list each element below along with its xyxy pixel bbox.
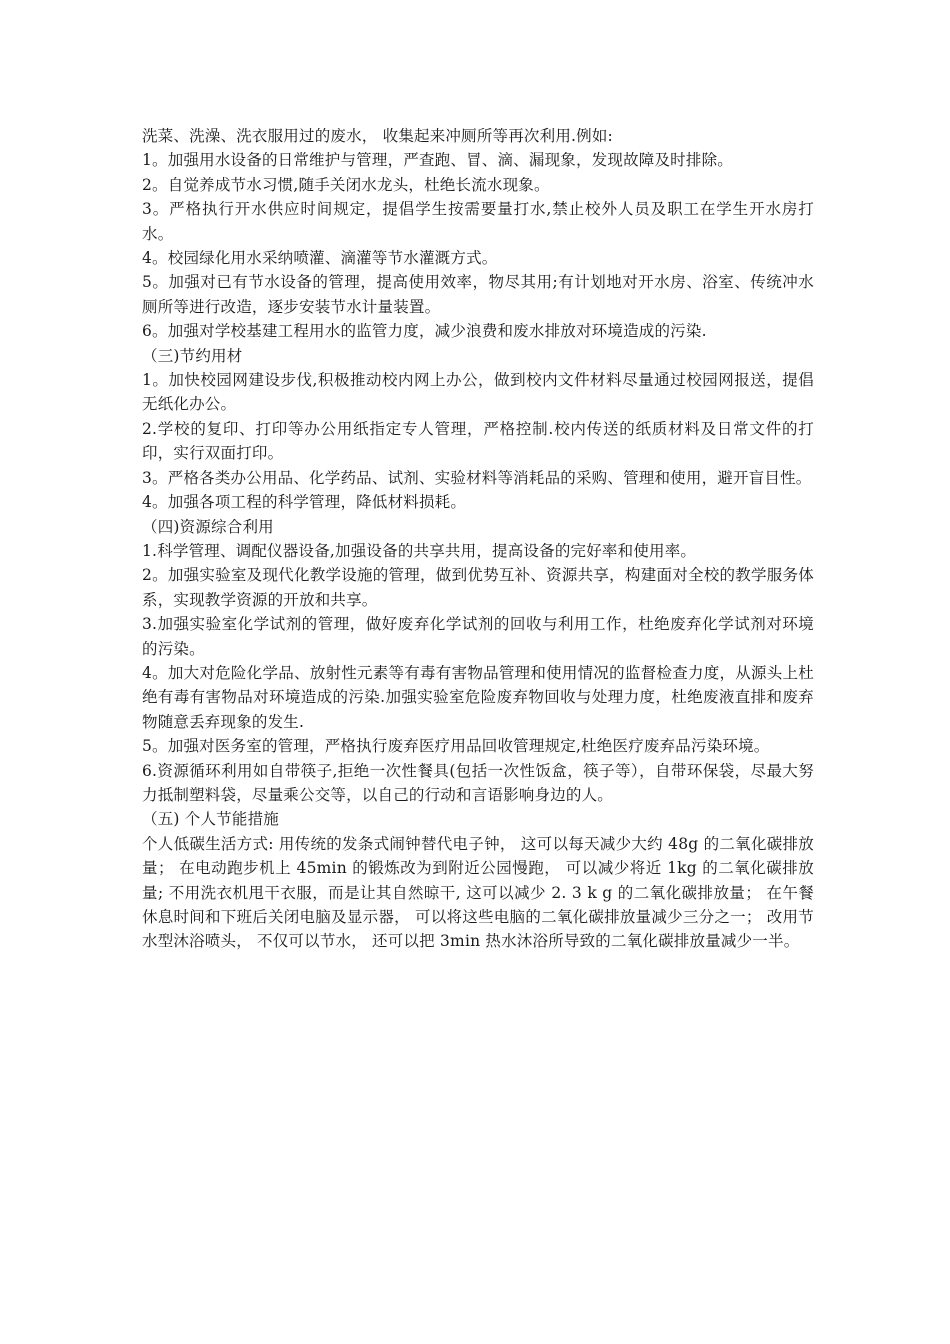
section-heading-resources: （四)资源综合利用 [142, 517, 274, 536]
paragraph-water-1: 1。加强用水设备的日常维护与管理，严查跑、冒、滴、漏现象，发现故障及时排除。 [142, 151, 733, 170]
paragraph-materials-2: 2.学校的复印、打印等办公用纸指定专人管理，严格控制.校内传送的纸质材料及日常文件的打印，实行双面打印。 [142, 419, 814, 463]
paragraph-water-3: 3。严格执行开水供应时间规定，提倡学生按需要量打水,禁止校外人员及职工在学生开水房打水。 [142, 200, 814, 243]
section-heading-materials: （三)节约用材 [142, 346, 243, 365]
document-body [142, 124, 814, 954]
paragraph-intro: 洗菜、洗澡、洗衣服用过的废水， 收集起来冲厕所等再次利用.例如: [142, 127, 613, 145]
paragraph-resources-5: 5。加强对医务室的管理，严格执行废弃医疗用品回收管理规定,杜绝医疗废弃品污染环境。 [142, 737, 770, 756]
paragraph-resources-1: 1.科学管理、调配仪器设备,加强设备的共享共用，提高设备的完好率和使用率。 [142, 541, 697, 560]
section-heading-personal: （五) 个人节能措施 [142, 810, 279, 829]
paragraph-materials-4: 4。加强各项工程的科学管理，降低材料损耗。 [142, 493, 467, 512]
paragraph-water-5: 5。加强对已有节水设备的管理，提高使用效率，物尽其用;有计划地对开水房、浴室、传统冲水厕所等进行改造，逐步安装节水计量装置。 [142, 273, 814, 316]
paragraph-resources-4: 4。加大对危险化学品、放射性元素等有毒有害物品管理和使用情况的监督检查力度，从源头上杜绝有毒有害物品对环境造成的污染.加强实验室危险废弃物回收与处理力度，杜绝废液直排和废弃物随意丢弃现象的发生. [142, 663, 814, 731]
paragraph-materials-1: 1。加快校园网建设步伐,积极推动校内网上办公，做到校内文件材料尽量通过校园网报送，提倡无纸化办公。 [142, 371, 814, 414]
paragraph-resources-2: 2。加强实验室及现代化教学设施的管理，做到优势互补、资源共享，构建面对全校的教学服务体系，实现教学资源的开放和共享。 [142, 566, 814, 609]
paragraph-materials-3: 3。严格各类办公用品、化学药品、试剂、实验材料等消耗品的采购、管理和使用，避开盲目性。 [142, 468, 812, 487]
paragraph-resources-3: 3.加强实验室化学试剂的管理，做好废弃化学试剂的回收与利用工作，杜绝废弃化学试剂对环境的污染。 [142, 615, 814, 658]
paragraph-water-6: 6。加强对学校基建工程用水的监管力度，减少浪费和废水排放对环境造成的污染. [142, 322, 707, 341]
paragraph-personal-lowcarbon: 个人低碳生活方式: 用传统的发条式闹钟替代电子钟， 这可以每天减少大约 48g 的二氧化碳排放量； 在电动跑步机上 45min 的锻炼改为到附近公园慢跑， 可以减少将近 1kg 的二氧化碳排放量; 不用洗衣机甩干衣服，而是让其自然晾干, 这可以减少 2. 3 k g 的二氧化碳排放量； 在午餐休息时间和下班后关闭电脑及显示器， 可以将这些电脑的二氧化碳排放量减少三分之一； 改用节水型沐浴喷头， 不仅可以节水， 还可以把 3min 热水沐浴所导致的二氧化碳排放量减少一半。 [142, 834, 814, 951]
paragraph-resources-6: 6.资源循环利用如自带筷子,拒绝一次性餐具(包括一次性饭盒，筷子等），自带环保袋，尽最大努力抵制塑料袋，尽量乘公交等，以自己的行动和言语影响身边的人。 [142, 761, 814, 804]
paragraph-water-2: 2。自觉养成节水习惯,随手关闭水龙头，杜绝长流水现象。 [142, 175, 550, 194]
paragraph-water-4: 4。校园绿化用水采纳喷灌、滴灌等节水灌溉方式。 [142, 249, 498, 268]
